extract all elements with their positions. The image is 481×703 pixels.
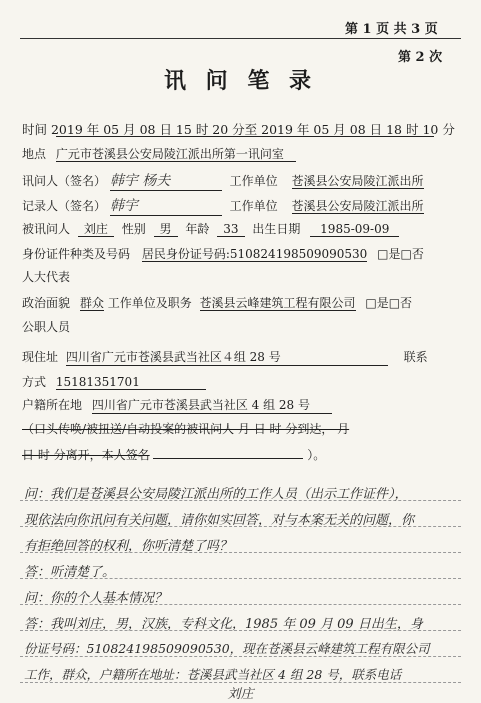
residence-label: 现住址 xyxy=(22,350,59,364)
footer-signature: 刘庄 xyxy=(227,687,254,702)
residence-row xyxy=(22,348,428,366)
interrogator-unit-label: 工作单位 xyxy=(229,174,278,188)
political-row xyxy=(22,294,412,311)
work-unit-label: 工作单位及职务 xyxy=(107,296,192,310)
location-value: 广元市苍溪县公安局陵江派出所第一讯问室 xyxy=(56,147,296,162)
id-tail: □是□否 xyxy=(377,247,424,261)
header-rule xyxy=(20,38,461,39)
political-value: 群众 xyxy=(79,296,104,310)
recorder-unit-label: 工作单位 xyxy=(229,199,278,213)
recorder-label: 记录人（签名） xyxy=(22,199,107,213)
page-info: 第 1 页 共 3 页 xyxy=(345,22,438,37)
subject-row xyxy=(22,220,399,237)
id-row xyxy=(22,245,424,262)
transcript-line: 答：听清楚了。 xyxy=(24,565,116,580)
interrogator-unit: 苍溪县公安局陵江派出所 xyxy=(291,174,424,188)
location-row xyxy=(22,145,296,162)
id-value: 居民身份证号码:510824198509090530 xyxy=(141,247,368,261)
subject-name: 刘庄 xyxy=(78,222,114,237)
official-check: □是□否 xyxy=(365,296,413,310)
time-line: 时间 2019 年 05 月 08 日 15 时 20 分至 2019 年 05 月 08 日 18 时 10 分 xyxy=(22,122,455,137)
contact-value: 15181351701 xyxy=(56,375,206,390)
arrival-line2: 日 时 分离开，本人签名 xyxy=(22,448,150,462)
political-line2: 公职人员 xyxy=(22,320,71,334)
subject-age: 33 xyxy=(217,222,244,237)
interrogator-label: 讯问人（签名） xyxy=(22,174,107,188)
record-count: 第 2 次 xyxy=(398,50,443,65)
interrogator-row xyxy=(22,170,424,191)
document-title: 讯 问 笔 录 xyxy=(164,68,317,94)
subject-birth: 1985-09-09 xyxy=(310,222,399,237)
transcript-line: 工作，群众，户籍所在地址：苍溪县武当社区 4 组 28 号，联系电话 xyxy=(24,667,402,682)
transcript-line: 问：我们是苍溪县公安局陵江派出所的工作人员（出示工作证件）， xyxy=(24,487,408,502)
arrival-signature-blank xyxy=(153,458,303,459)
contact-label: 联系 xyxy=(403,350,428,364)
arrival-line1: （口头传唤/被扭送/自动投案的被讯问人 月 日 时 分到达， 月 xyxy=(22,422,350,436)
household-row xyxy=(22,396,332,414)
subject-sex-label: 性别 xyxy=(121,222,146,236)
arrival-row2 xyxy=(22,446,325,463)
work-unit-value: 苍溪县云峰建筑工程有限公司 xyxy=(199,296,356,310)
arrival-end: ）。 xyxy=(307,448,326,462)
recorder-unit: 苍溪县公安局陵江派出所 xyxy=(291,199,424,213)
interrogator-signature: 韩宇 杨夫 xyxy=(110,170,222,191)
contact-row xyxy=(22,373,206,390)
residence-value: 四川省广元市苍溪县武当社区４组 28 号 xyxy=(66,348,388,366)
subject-name-label: 被讯问人 xyxy=(22,222,71,236)
id-label: 身份证件种类及号码 xyxy=(22,247,131,261)
transcript-line: 现依法向你讯问有关问题，请你如实回答，对与本案无关的问题，你 xyxy=(24,513,415,528)
political-label: 政治面貌 xyxy=(22,296,71,310)
recorder-signature: 韩宇 xyxy=(110,195,222,216)
subject-sex: 男 xyxy=(154,222,178,237)
contact-label2: 方式 xyxy=(22,375,47,389)
time-underline xyxy=(56,136,434,137)
id-line2: 人大代表 xyxy=(22,270,71,284)
subject-birth-label: 出生日期 xyxy=(252,222,301,236)
location-label: 地点 xyxy=(22,147,47,161)
recorder-row xyxy=(22,195,424,216)
transcript-line: 答：我叫刘庄，男，汉族，专科文化，1985 年 09 月 09 日出生，身 xyxy=(24,617,423,632)
transcript-line: 问：你的个人基本情况？ xyxy=(24,591,168,606)
household-label: 户籍所在地 xyxy=(22,398,83,412)
transcript-line: 有拒绝回答的权利，你听清楚了吗？ xyxy=(24,539,233,554)
subject-age-label: 年龄 xyxy=(185,222,210,236)
household-value: 四川省广元市苍溪县武当社区 4 组 28 号 xyxy=(92,396,332,414)
transcript-line: 份证号码：510824198509090530，现在苍溪县云峰建筑工程有限公司 xyxy=(24,641,430,656)
